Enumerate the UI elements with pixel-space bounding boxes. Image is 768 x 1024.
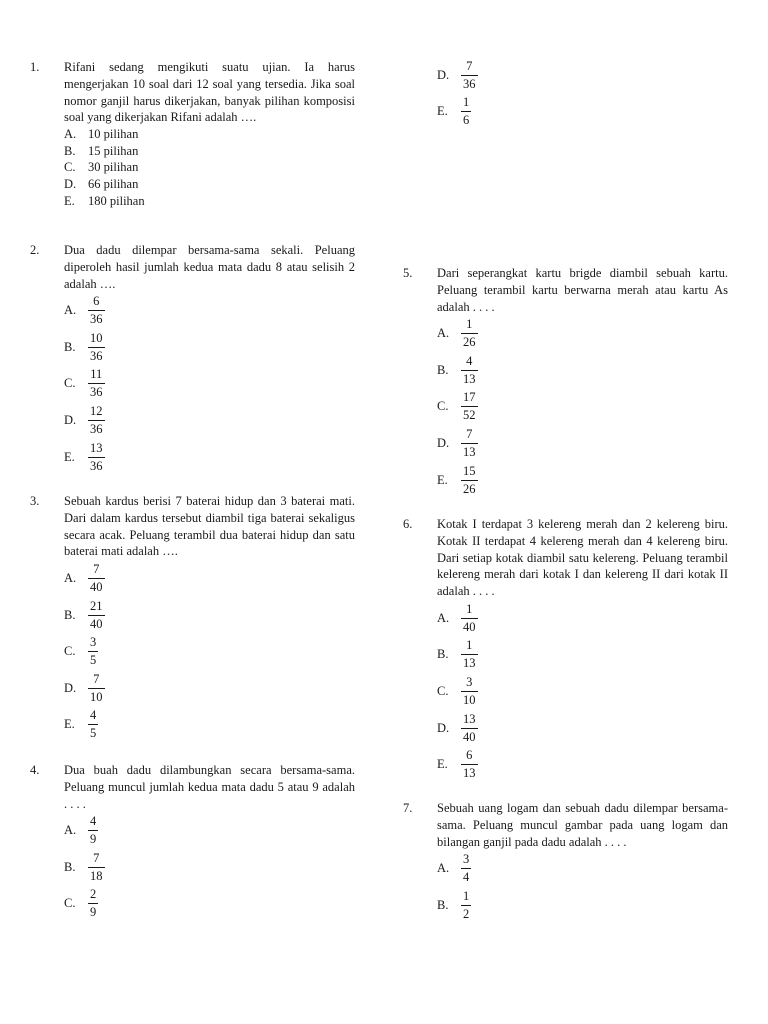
fraction-denominator: 18 — [90, 868, 103, 883]
fraction — [461, 852, 471, 885]
fraction-numerator: 6 — [93, 294, 100, 309]
fraction-denominator: 13 — [463, 766, 476, 781]
answer-option[interactable] — [437, 673, 728, 710]
fraction-denominator: 10 — [463, 692, 476, 707]
fraction-numerator: 7 — [93, 671, 100, 686]
answer-options — [64, 560, 355, 743]
option-letter: D. — [64, 176, 77, 191]
fraction — [461, 317, 478, 350]
answer-options — [64, 812, 355, 922]
question-7 — [403, 800, 728, 924]
fraction-numerator: 1 — [466, 317, 473, 332]
fraction-numerator: 12 — [90, 403, 103, 418]
question-number: 3. — [30, 494, 40, 508]
fraction — [461, 712, 478, 745]
fraction-numerator: 7 — [466, 426, 473, 441]
answer-options — [437, 850, 728, 923]
question-number: 6. — [403, 517, 413, 531]
fraction-numerator: 7 — [93, 561, 100, 576]
option-letter: D. — [437, 720, 450, 735]
answer-option[interactable] — [64, 366, 355, 403]
answer-options — [64, 292, 355, 475]
option-letter: D. — [64, 412, 77, 427]
fraction-denominator: 9 — [90, 832, 97, 847]
fraction-numerator: 15 — [463, 463, 476, 478]
fraction-numerator: 1 — [463, 95, 470, 110]
answer-option[interactable] — [64, 886, 355, 923]
fraction-numerator: 2 — [90, 887, 97, 902]
fraction-denominator: 36 — [90, 385, 103, 400]
fraction — [461, 748, 478, 781]
option-letter: C. — [64, 160, 76, 175]
answer-option[interactable] — [64, 670, 355, 707]
fraction-denominator: 13 — [463, 371, 476, 386]
option-text: 30 pilihan — [88, 160, 139, 175]
option-text: 66 pilihan — [88, 176, 139, 191]
fraction — [88, 441, 105, 474]
question-text: Sebuah uang logam dan sebuah dadu dilempar bersama-sama. Peluang muncul gambar pada uang logam dan bilangan ganjil pada dadu adalah . . . . — [437, 801, 728, 849]
fraction-numerator: 4 — [90, 708, 97, 723]
answer-option[interactable] — [64, 560, 355, 597]
answer-options — [437, 57, 728, 130]
option-letter: A. — [437, 610, 450, 625]
option-letter: D. — [64, 680, 77, 695]
answer-option[interactable] — [64, 292, 355, 329]
fraction-numerator: 7 — [466, 58, 473, 73]
option-letter: B. — [437, 647, 449, 662]
answer-options — [437, 600, 728, 783]
option-letter: B. — [64, 339, 76, 354]
answer-option[interactable] — [437, 746, 728, 783]
answer-option[interactable] — [437, 94, 728, 131]
answer-options — [437, 315, 728, 498]
option-letter: C. — [437, 683, 449, 698]
answer-option[interactable] — [437, 315, 728, 352]
option-letter: E. — [64, 449, 75, 464]
question-6 — [403, 516, 728, 783]
answer-option[interactable] — [64, 159, 355, 176]
option-letter: B. — [64, 859, 76, 874]
option-letter: D. — [437, 67, 450, 82]
answer-option[interactable] — [437, 425, 728, 462]
answer-option[interactable] — [64, 849, 355, 886]
fraction — [88, 672, 105, 705]
option-letter: A. — [64, 303, 77, 318]
option-letter: E. — [437, 472, 448, 487]
fraction — [88, 562, 105, 595]
answer-option[interactable] — [437, 637, 728, 674]
answer-option[interactable] — [437, 887, 728, 924]
answer-option[interactable] — [64, 329, 355, 366]
option-letter: A. — [437, 326, 450, 341]
answer-option[interactable] — [64, 439, 355, 476]
fraction-numerator: 4 — [466, 353, 473, 368]
fraction — [88, 294, 105, 327]
fraction-denominator: 5 — [90, 653, 97, 668]
question-text: Dua buah dadu dilambungkan secara bersama-sama. Peluang muncul jumlah kedua mata dadu 5 atau 9 adalah . . . . — [64, 763, 355, 811]
option-letter: E. — [64, 193, 75, 208]
fraction — [461, 59, 478, 92]
fraction-denominator: 2 — [463, 906, 470, 921]
fraction-denominator: 36 — [90, 312, 103, 327]
answer-option[interactable] — [437, 710, 728, 747]
fraction-numerator: 3 — [463, 852, 470, 867]
answer-option[interactable] — [437, 600, 728, 637]
fraction-numerator: 13 — [90, 440, 103, 455]
fraction-denominator: 36 — [90, 421, 103, 436]
fraction-denominator: 40 — [90, 616, 103, 631]
fraction — [88, 708, 98, 741]
answer-option[interactable] — [64, 143, 355, 160]
fraction-numerator: 1 — [466, 601, 473, 616]
fraction-denominator: 10 — [90, 689, 103, 704]
fraction-denominator: 6 — [463, 113, 470, 128]
fraction-denominator: 26 — [463, 481, 476, 496]
fraction-denominator: 40 — [463, 729, 476, 744]
fraction-numerator: 7 — [93, 850, 100, 865]
option-letter: E. — [437, 757, 448, 772]
question-3 — [30, 493, 355, 743]
option-letter: E. — [437, 104, 448, 119]
fraction-numerator: 6 — [466, 748, 473, 763]
fraction-denominator: 40 — [90, 579, 103, 594]
option-letter: B. — [437, 897, 449, 912]
fraction — [88, 331, 105, 364]
answer-option[interactable] — [437, 57, 728, 94]
answer-option[interactable] — [64, 176, 355, 193]
fraction-denominator: 36 — [463, 76, 476, 91]
fraction — [461, 390, 478, 423]
fraction — [461, 638, 478, 671]
option-letter: A. — [64, 127, 77, 142]
option-letter: C. — [64, 644, 76, 659]
fraction — [88, 599, 105, 632]
fraction-numerator: 11 — [90, 367, 103, 382]
question-number: 4. — [30, 763, 40, 777]
option-letter: C. — [64, 896, 76, 911]
answer-option[interactable] — [437, 850, 728, 887]
fraction — [88, 635, 98, 668]
fraction — [461, 427, 478, 460]
question-number: 2. — [30, 243, 40, 257]
option-letter: D. — [437, 435, 450, 450]
answer-option[interactable] — [64, 707, 355, 744]
option-letter: E. — [64, 717, 75, 732]
answer-option[interactable] — [64, 812, 355, 849]
answer-option[interactable] — [437, 462, 728, 499]
question-number: 1. — [30, 60, 40, 74]
fraction-denominator: 40 — [463, 619, 476, 634]
fraction-numerator: 3 — [90, 635, 97, 650]
fraction-numerator: 1 — [463, 888, 470, 903]
fraction — [461, 675, 478, 708]
fraction-denominator: 36 — [90, 348, 103, 363]
fraction-numerator: 10 — [90, 330, 103, 345]
answer-options — [64, 126, 355, 209]
option-letter: A. — [437, 861, 450, 876]
question-5 — [403, 265, 728, 498]
fraction — [461, 464, 478, 497]
fraction-denominator: 5 — [90, 726, 97, 741]
question-text: Dua dadu dilempar bersama-sama sekali. Peluang diperoleh hasil jumlah kedua mata dadu 8 atau selisih 2 adalah …. — [64, 243, 355, 291]
question-4 — [30, 762, 355, 922]
fraction-numerator: 4 — [90, 814, 97, 829]
option-text: 180 pilihan — [88, 193, 145, 208]
fraction — [88, 404, 105, 437]
fraction-denominator: 26 — [463, 335, 476, 350]
answer-option[interactable] — [64, 126, 355, 143]
question-4-continued — [403, 57, 728, 130]
option-letter: A. — [64, 823, 77, 838]
answer-option[interactable] — [437, 352, 728, 389]
fraction — [88, 367, 105, 400]
fraction-denominator: 13 — [463, 656, 476, 671]
fraction-numerator: 1 — [466, 638, 473, 653]
answer-option[interactable] — [64, 633, 355, 670]
option-text: 10 pilihan — [88, 127, 139, 142]
fraction-denominator: 36 — [90, 458, 103, 473]
question-text: Kotak I terdapat 3 kelereng merah dan 2 kelereng biru. Kotak II terdapat 4 kelereng merah dan 4 kelereng biru. Dari setiap kotak diambil satu kelereng. Peluang terambil kelereng merah dari kotak I dan kelereng II dari kotak II adalah . . . . — [437, 517, 728, 599]
fraction — [88, 887, 98, 920]
fraction-denominator: 9 — [90, 905, 97, 920]
option-text: 15 pilihan — [88, 143, 139, 158]
fraction-numerator: 21 — [90, 598, 103, 613]
option-letter: B. — [64, 143, 76, 158]
option-letter: B. — [437, 362, 449, 377]
fraction — [461, 889, 471, 922]
option-letter: C. — [437, 399, 449, 414]
fraction-numerator: 13 — [463, 711, 476, 726]
fraction — [88, 814, 98, 847]
fraction-numerator: 3 — [466, 674, 473, 689]
question-number: 5. — [403, 266, 413, 280]
question-1 — [30, 59, 355, 209]
fraction-denominator: 52 — [463, 408, 476, 423]
answer-option[interactable] — [64, 402, 355, 439]
question-text: Dari seperangkat kartu brigde diambil sebuah kartu. Peluang terambil kartu berwarna merah atau kartu As adalah . . . . — [437, 266, 728, 314]
question-text: Rifani sedang mengikuti suatu ujian. Ia harus mengerjakan 10 soal dari 12 soal yang tersedia. Jika soal nomor ganjil harus dikerjakan, banyak pilihan komposisi soal yang dikerjakan Rifani adalah …. — [64, 60, 355, 125]
fraction-denominator: 13 — [463, 444, 476, 459]
option-letter: B. — [64, 607, 76, 622]
answer-option[interactable] — [64, 193, 355, 210]
fraction — [461, 354, 478, 387]
fraction — [88, 851, 105, 884]
fraction-denominator: 4 — [463, 870, 470, 885]
fraction-numerator: 17 — [463, 390, 476, 405]
question-text: Sebuah kardus berisi 7 baterai hidup dan 3 baterai mati. Dari dalam kardus tersebut diambil tiga baterai sekaligus secara acak. Peluang terambil dua baterai hidup dan satu baterai mati adalah …. — [64, 494, 355, 559]
option-letter: C. — [64, 376, 76, 391]
question-2 — [30, 242, 355, 475]
fraction — [461, 602, 478, 635]
fraction — [461, 95, 471, 128]
answer-option[interactable] — [437, 389, 728, 426]
answer-option[interactable] — [64, 597, 355, 634]
question-number: 7. — [403, 801, 413, 815]
option-letter: A. — [64, 570, 77, 585]
